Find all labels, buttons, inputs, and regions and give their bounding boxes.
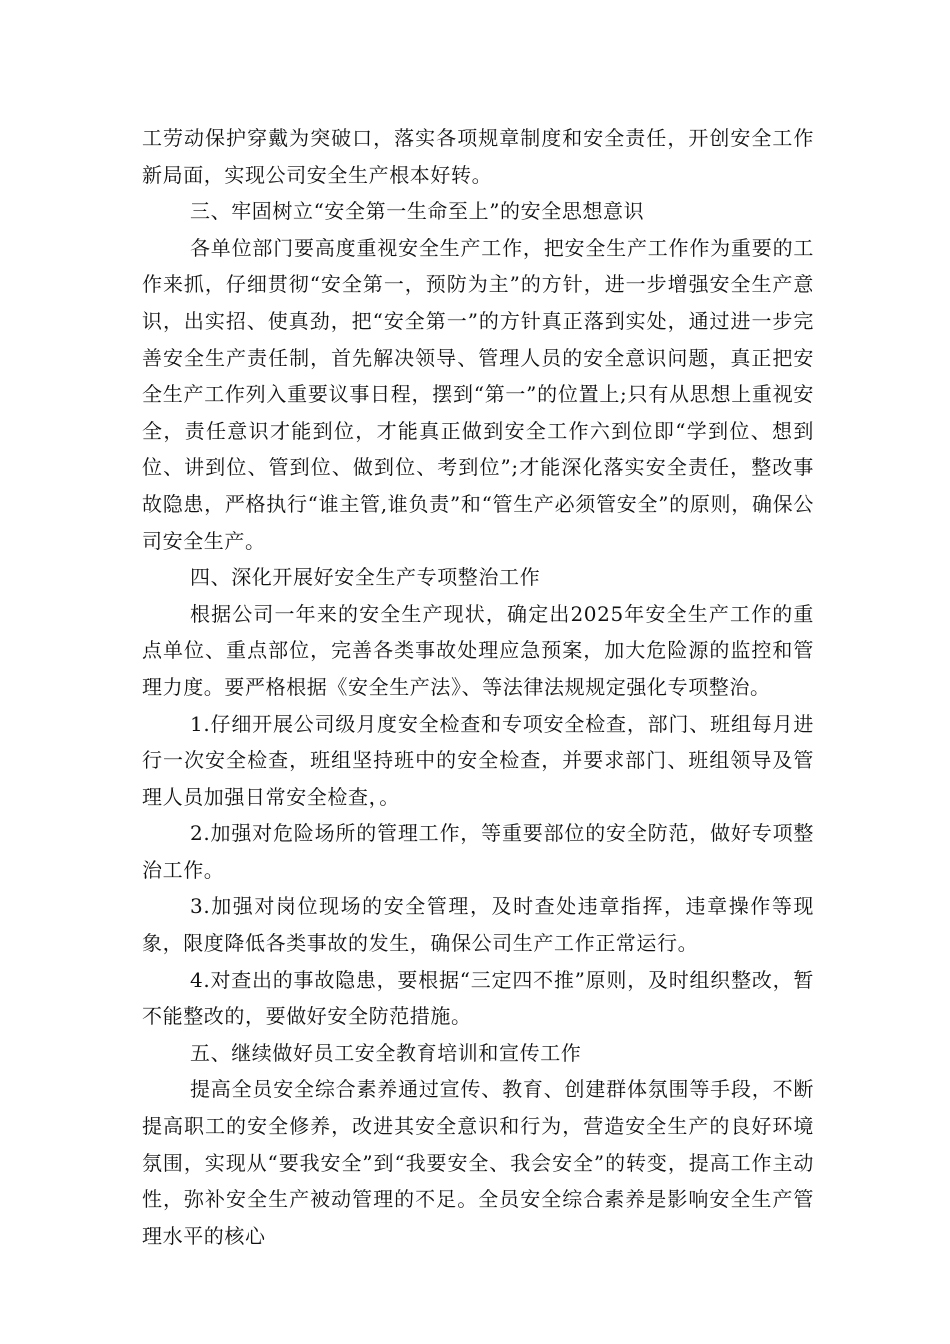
paragraph-special-rectification: 根据公司一年来的安全生产现状，确定出2025年安全生产工作的重点单位、重点部位，完善各类事故处理应急预案，加大危险源的监控和管理力度。要严格根据《安全生产法》、等法律法规规定强化专项整治。 [142,601,814,699]
list-item-4: 4.对查出的事故隐患，要根据“三定四不推”原则，及时组织整改，暂不能整改的，要做好安全防范措施。 [142,967,814,1029]
paragraph-safety-awareness: 各单位部门要高度重视安全生产工作，把安全生产工作作为重要的工作来抓，仔细贯彻“安全第一，预防为主”的方针，进一步增强安全生产意识，出实招、使真劲，把“安全第一”的方针真正落到实处，通过进一步完善安全生产责任制，首先解决领导、管理人员的安全意识问题，真正把安全生产工作列入重要议事日程，摆到“第一”的位置上;只有从思想上重视安全，责任意识才能到位，才能真正做到安全工作六到位即“学到位、想到位、讲到位、管到位、做到位、考到位”;才能深化落实安全责任，整改事故隐患，严格执行“谁主管,谁负责”和“管生产必须管安全”的原则，确保公司安全生产。 [142,235,814,553]
list-item-2: 2.加强对危险场所的管理工作，等重要部位的安全防范，做好专项整治工作。 [142,821,814,882]
section-heading-5: 五、继续做好员工安全教育培训和宣传工作 [190,1040,582,1065]
section-heading-4: 四、深化开展好安全生产专项整治工作 [190,565,541,590]
section-heading-3: 三、牢固树立“安全第一生命至上”的安全思想意识 [190,199,645,224]
document-body [142,120,814,1254]
paragraph-continuation: 工劳动保护穿戴为突破口，落实各项规章制度和安全责任，开创安全工作新局面，实现公司安全生产根本好转。 [142,126,814,187]
list-item-1: 1.仔细开展公司级月度安全检查和专项安全检查，部门、班组每月进行一次安全检查，班组坚持班中的安全检查，并要求部门、班组领导及管理人员加强日常安全检查，。 [142,711,814,809]
list-item-3: 3.加强对岗位现场的安全管理，及时查处违章指挥，违章操作等现象，限度降低各类事故的发生，确保公司生产工作正常运行。 [142,894,814,956]
paragraph-training: 提高全员安全综合素养通过宣传、教育、创建群体氛围等手段，不断提高职工的安全修养，改进其安全意识和行为，营造安全生产的良好环境氛围，实现从“要我安全”到“我要安全、我会安全”的转变，提高工作主动性，弥补安全生产被动管理的不足。全员安全综合素养是影响安全生产管理水平的核心 [142,1077,814,1248]
